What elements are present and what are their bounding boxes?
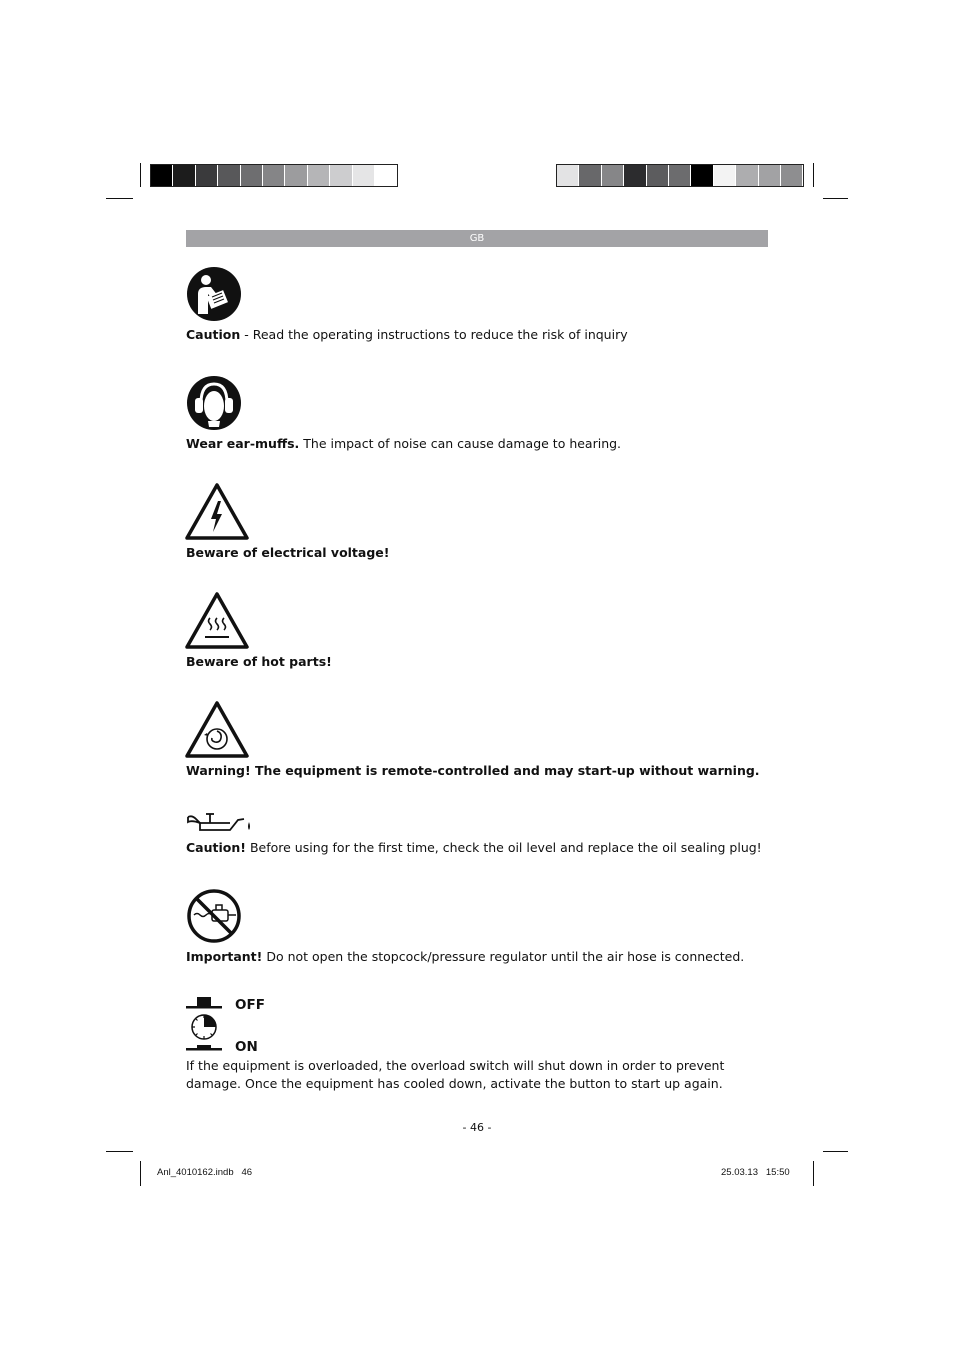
right-swatch-9: [759, 165, 781, 186]
left-swatch-1: [173, 165, 195, 186]
crop-mark: [823, 198, 848, 199]
read-manual-icon: [186, 266, 242, 322]
left-swatch-8: [330, 165, 352, 186]
left-swatch-3: [218, 165, 240, 186]
left-swatch-5: [263, 165, 285, 186]
no-open-valve-icon: [186, 888, 242, 944]
left-swatch-2: [196, 165, 218, 186]
language-bar: GB: [186, 230, 768, 247]
hot-parts-warning: Beware of hot parts!: [186, 654, 332, 669]
crop-mark: [813, 1161, 814, 1186]
ear-muffs-icon: [186, 375, 242, 431]
caution-read-instructions: Caution - Read the operating instructions to reduce the risk of inquiry: [186, 327, 628, 342]
right-swatch-10: [781, 165, 803, 186]
overload-description: If the equipment is overloaded, the overload switch will shut down in order to prevent damage. Once the equipment has cooled down, activate the button to start up again.: [186, 1058, 725, 1091]
file-slug: Anl_4010162.indb 46: [157, 1167, 253, 1178]
page-number: - 46 -: [462, 1121, 492, 1134]
remote-start-warning: Warning! The equipment is remote-controlled and may start-up without warning.: [186, 763, 760, 778]
stopcock-important: Important! Do not open the stopcock/pressure regulator until the air hose is connected.: [186, 949, 745, 964]
switch-on-icon: [186, 1042, 222, 1056]
left-swatch-4: [241, 165, 263, 186]
right-swatch-2: [602, 165, 624, 186]
left-swatch-9: [353, 165, 375, 186]
right-swatch-8: [736, 165, 758, 186]
right-swatch-5: [669, 165, 691, 186]
on-label: ON: [235, 1039, 258, 1055]
oil-can-icon: [186, 810, 254, 834]
right-swatch-6: [691, 165, 713, 186]
crop-mark: [106, 198, 133, 199]
left-swatch-6: [285, 165, 307, 186]
off-label: OFF: [235, 997, 265, 1013]
switch-off-icon: [186, 996, 222, 1010]
left-swatch-7: [308, 165, 330, 186]
right-swatch-4: [647, 165, 669, 186]
crop-mark: [823, 1151, 848, 1152]
color-bar-right: [556, 164, 804, 187]
ear-muffs-warning: Wear ear-muffs. The impact of noise can cause damage to hearing.: [186, 436, 622, 451]
timer-icon: [190, 1013, 218, 1041]
right-swatch-7: [714, 165, 736, 186]
electrical-voltage-warning: Beware of electrical voltage!: [186, 545, 390, 560]
hot-surface-icon: [185, 592, 249, 649]
date-slug: 25.03.13 15:50: [721, 1167, 790, 1178]
oil-level-caution: Caution! Before using for the first time, check the oil level and replace the oil sealing plug!: [186, 840, 762, 855]
crop-mark: [140, 163, 141, 187]
automatic-start-icon: [185, 701, 249, 758]
crop-mark: [106, 1151, 133, 1152]
electrical-voltage-icon: [185, 483, 249, 540]
left-swatch-10: [375, 165, 397, 186]
color-bar-left: [150, 164, 398, 187]
right-swatch-1: [579, 165, 601, 186]
right-swatch-0: [557, 165, 579, 186]
right-swatch-3: [624, 165, 646, 186]
crop-mark: [140, 1161, 141, 1186]
crop-mark: [813, 163, 814, 187]
left-swatch-0: [151, 165, 173, 186]
